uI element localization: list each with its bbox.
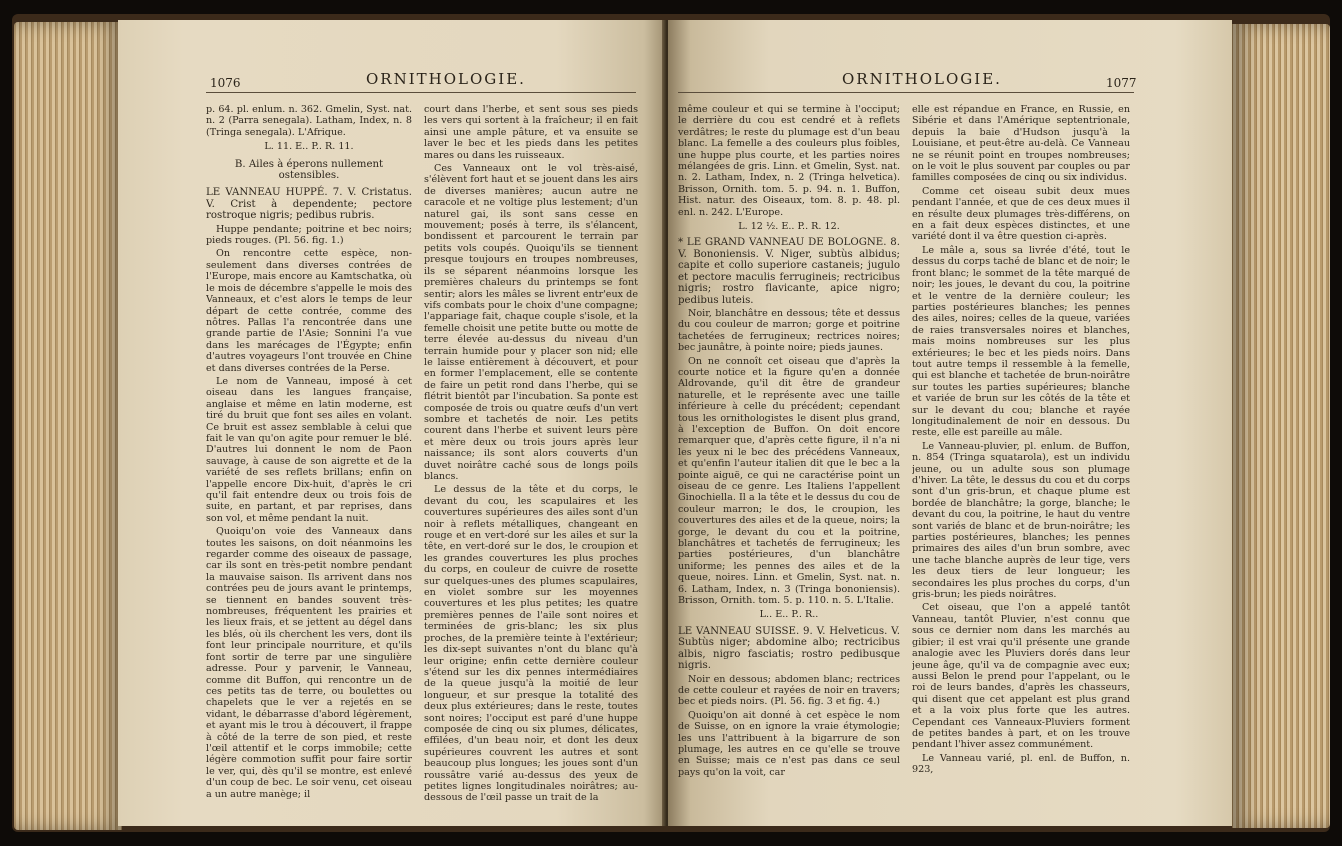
paragraph: elle est répandue en France, en Russie, en Sibérie et dans l'Amérique septentrionale, depuis la baie d'Hudson jusqu'à la Louisiane, et peut-être au-delà. Ce Vanneau ne se réunit point en troupes nombreuses; on le voit le plus souvent par couples ou par familles composées de cinq ou six individus.: [912, 104, 1130, 184]
running-head-left: ORNITHOLOGIE.: [366, 70, 526, 88]
section-heading: B. Ailes à éperons nullement ostensibles.: [234, 158, 384, 182]
paragraph: p. 64. pl. enlum. n. 362. Gmelin, Syst. nat. n. 2 (Parra senegala). Latham, Index, n. 8 (Tringa senegala). L'Afrique.: [206, 104, 412, 138]
right-page-column-2: [912, 104, 1130, 809]
paragraph: court dans l'herbe, et sent sous ses pieds les vers qui sortent à la fraîcheur; il en fait ainsi une ample pâture, et va ensuite se laver le bec et les pieds dans les petites mares ou dans les ruisseaux.: [424, 104, 638, 161]
species-heading: LE VANNEAU HUPPÉ. 7. V. Cristatus. V. Crist à dependente; pectore rostroque nigris; pedibus rubris.: [206, 187, 412, 222]
page-number-right: 1077: [1106, 76, 1137, 90]
paragraph: On ne connoît cet oiseau que d'après la courte notice et la figure qu'en a donnée Aldrovande, qu'il dit être de grandeur naturelle, et le représente avec une taille inférieure à celle du précédent; cependant tous les ornithologistes le disent plus grand, à l'exception de Buffon. On doit encore remarquer que, d'après cette figure, il n'a ni les yeux ni le bec des précédens Vanneaux, et qu'enfin l'auteur italien dit que le bec a la pointe aiguë, ce qui ne caractérise point un oiseau de ce genre. Les Italiens l'appellent Ginochiella. Il a la tête et le dessus du cou de couleur marron; le dos, le croupion, les couvertures des ailes et de la queue, noirs; la gorge, le devant du cou et la poitrine, blanchâtres et tachetés de ferrugineux; les parties postérieures, d'un blanchâtre uniforme; les pennes des ailes et de la queue, noires. Linn. et Gmelin, Syst. nat. n. 6. Latham, Index, n. 3 (Tringa bononiensis). Brisson, Ornith. tom. 5. p. 110. n. 5. L'Italie.: [678, 355, 900, 607]
species-heading: LE VANNEAU SUISSE. 9. V. Helveticus. V. Subtùs niger; abdomine albo; rectricibus albis, nigro fasciatis; rostro pedibusque nigris.: [678, 625, 900, 672]
measure-line: L. 12 ½. E.. P.. R. 12.: [738, 221, 840, 233]
paragraph: même couleur et qui se termine à l'occiput; le derrière du cou est cendré et à reflets verdâtres; le reste du plumage est d'un beau blanc. La femelle a des couleurs plus foibles, une huppe plus courte, et les parties noires mélangées de gris. Linn. et Gmelin, Syst. nat. n. 2. Latham, Index, n. 2 (Tringa helvetica). Brisson, Ornith. tom. 5. p. 94. n. 1. Buffon, Hist. natur. des Oiseaux, tom. 8. p. 48. pl. enl. n. 242. L'Europe.: [678, 104, 900, 218]
paragraph: On rencontre cette espèce, non-seulement dans diverses contrées de l'Europe, mais encore au Kamtschatka, où le mois de décembre s'appelle le mois des Vanneaux, et c'est alors le temps de leur départ de cette contrée, comme des nôtres. Pallas l'a rencontrée dans une grande partie de l'Asie; Sonnini l'a vue dans les marécages de l'Égypte; enfin d'autres voyageurs l'ont trouvée en Chine et dans diverses contrées de la Perse.: [206, 248, 412, 374]
species-heading: * LE GRAND VANNEAU DE BOLOGNE. 8. V. Bononiensis. V. Niger, subtùs albidus; capite et collo superiore castaneis; jugulo et pectore maculis ferrugineis; rectricibus nigris; rostro flavicante, apice nigro; pedibus luteis.: [678, 237, 900, 306]
paragraph: Ces Vanneaux ont le vol très-aisé, s'élèvent fort haut et se jouent dans les airs de diverses manières; aucun autre ne caracole et ne voltige plus lestement; d'un naturel gai, ils sont sans cesse en mouvement; posés à terre, ils s'élancent, bondissent et parcourent le terrain par petits vols coupés. Quoiqu'ils se tiennent presque toujours en troupes nombreuses, ils se séparent néanmoins lorsque les premières chaleurs du printemps se font sentir; alors les mâles se livrent entr'eux de vifs combats pour le choix d'une compagne; l'appariage fait, chaque couple s'isole, et la femelle choisit une petite butte ou motte de terre élevée au-dessus du niveau d'un terrain humide pour y placer son nid; elle le laisse entièrement à découvert, et pour en former l'emplacement, elle se contente de faire un petit rond dans l'herbe, qui se flétrit bientôt par l'incubation. Sa ponte est composée de trois ou quatre œufs d'un vert sombre et tachetés de noir. Les petits courent dans l'herbe et suivent leurs père et mère deux ou trois jours après leur naissance; ils sont alors couverts d'un duvet noirâtre caché sous de longs poils blancs.: [424, 163, 638, 482]
header-rule-left: [206, 92, 636, 93]
running-head-right: ORNITHOLOGIE.: [842, 70, 1002, 88]
left-page: [118, 20, 666, 826]
paragraph: Le Vanneau varié, pl. enl. de Buffon, n. 923,: [912, 752, 1130, 776]
right-page: [668, 20, 1232, 826]
book-edge-right: [1232, 24, 1330, 828]
paragraph: Comme cet oiseau subit deux mues pendant l'année, et que de ces deux mues il en résulte deux plumages très-différens, on en a fait deux espèces distinctes, et une variété dont il va être question ci-après.: [912, 185, 1130, 243]
left-page-column-2: [424, 104, 638, 804]
paragraph: Huppe pendante; poitrine et bec noirs; pieds rouges. (Pl. 56. fig. 1.): [206, 223, 412, 247]
paragraph: Le dessus de la tête et du corps, le devant du cou, les scapulaires et les couvertures supérieures des ailes sont d'un noir à reflets métalliques, changeant en rouge et en vert-doré sur les ailes et sur la tête, en vert-doré sur le dos, le croupion et les grandes couvertures les plus proches du corps, en couleur de cuivre de rosette sur quelques-unes des plumes scapulaires, en violet sombre sur les moyennes couvertures et les plus petites; les quatre premières pennes de l'aile sont noires et terminées de gris-blanc; les six plus proches, de la première teinte à l'extérieur; les dix-sept suivantes n'ont du blanc qu'à leur origine; enfin cette dernière couleur s'étend sur les dix pennes intermédiaires de la queue jusqu'à la moitié de leur longueur, et sur presque la totalité des deux plus extérieures; dans le reste, toutes sont noires; l'occiput est paré d'une huppe composée de cinq ou six plumes, délicates, effilées, d'un beau noir, et dont les deux supérieures couvrent les autres et sont beaucoup plus longues; les joues sont d'un roussâtre varié au-dessus des yeux de petites lignes longitudinales noirâtres; au-dessous de l'œil passe un trait de la: [424, 484, 638, 804]
paragraph: Quoiqu'on voie des Vanneaux dans toutes les saisons, on doit néanmoins les regarder comme des oiseaux de passage, car ils sont en très-petit nombre pendant la mauvaise saison. Ils arrivent dans nos contrées peu de jours avant le printemps, se tiennent en bandes souvent très-nombreuses, fréquentent les prairies et les lieux frais, et se jettent au dégel dans les blés, où ils cherchent les vers, dont ils font leur principale nourriture, et qu'ils font sortir de terre par une singulière adresse. Pour y parvenir, le Vanneau, comme dit Buffon, qui rencontre un de ces petits tas de terre, ou boulettes ou chapelets que le ver a rejetés en se vidant, le débarrasse d'abord légèrement, et ayant mis le trou à découvert, il frappe à côté de la terre de son pied, et reste l'œil attentif et le corps immobile; cette légère commotion suffit pour faire sortir le ver, qui, dès qu'il se montre, est enlevé d'un coup de bec. Le soir venu, cet oiseau a un autre manège; il: [206, 526, 412, 800]
book-edge-left: [14, 22, 122, 830]
paragraph: Noir, blanchâtre en dessous; tête et dessus du cou couleur de marron; gorge et poitrine tachetées de ferrugineux; rectrices noires; bec jaunâtre, à pointe noire; pieds jaunes.: [678, 307, 900, 354]
paragraph: Le nom de Vanneau, imposé à cet oiseau dans les langues française, anglaise et même en latin moderne, est tiré du bruit que font ses ailes en volant. Ce bruit est assez semblable à celui que fait le van qu'on agite pour remuer le blé. D'autres lui donnent le nom de Paon sauvage, à cause de son aigrette et de la variété de ses reflets brillans; enfin on l'appelle encore Dix-huit, d'après le cri qu'il fait entendre deux ou trois fois de suite, en partant, et par reprises, dans son vol, et même pendant la nuit.: [206, 375, 412, 524]
header-rule-right: [678, 92, 1134, 93]
measure-line: L. 11. E.. P.. R. 11.: [264, 141, 354, 153]
paragraph: Quoiqu'on ait donné à cet espèce le nom de Suisse, on en ignore la vraie étymologie; les uns l'attribuent à la bigarrure de son plumage, les autres en ce qu'elle se trouve en Suisse; mais ce n'est pas dans ce seul pays qu'on la voit, car: [678, 709, 900, 778]
right-page-column-1: [678, 104, 900, 809]
paragraph: Le mâle a, sous sa livrée d'été, tout le dessus du corps taché de blanc et de noir; le front blanc; le sommet de la tête marqué de noir; les joues, le devant du cou, la poitrine et le ventre de la dernière couleur; les parties postérieures blanches; les pennes des ailes, noires; celles de la queue, variées de raies transversales noires et blanches, mais moins nombreuses sur les plus extérieures; le bec et les pieds noirs. Dans tout autre temps il ressemble à la femelle, qui est blanche et tachetée de brun-noirâtre sur toutes les parties supérieures; blanche et variée de brun sur les côtés de la tête et sur le devant du cou; blanche et rayée longitudinalement de noir en dessous. Du reste, elle est pareille au mâle.: [912, 244, 1130, 439]
left-page-column-1: [206, 104, 412, 804]
paragraph: Cet oiseau, que l'on a appelé tantôt Vanneau, tantôt Pluvier, n'est connu que sous ce dernier nom dans les marchés au gibier; il est vrai qu'il présente une grande analogie avec les Pluviers dorés dans leur jeune âge, qu'il va de compagnie avec eux; aussi Belon le prend pour l'appelant, ou le roi de leurs bandes, d'après les chasseurs, qui disent que cet appelant est plus grand et a la voix plus forte que les autres. Cependant ces Vanneaux-Pluviers forment de petites bandes à part, et on les trouve pendant l'hiver assez communément.: [912, 602, 1130, 751]
measure-line: L.. E.. P.. R..: [759, 609, 819, 621]
paragraph: Noir en dessous; abdomen blanc; rectrices de cette couleur et rayées de noir en travers; bec et pieds noirs. (Pl. 56. fig. 3 et fig. 4.): [678, 673, 900, 708]
paragraph: Le Vanneau-pluvier, pl. enlum. de Buffon, n. 854 (Tringa squatarola), est un individu jeune, ou un adulte sous son plumage d'hiver. La tête, le dessus du cou et du corps sont d'un gris-brun, et chaque plume est bordée de blanchâtre; la gorge, blanche; le devant du cou, la poitrine, le haut du ventre sont variés de blanc et de brun-noirâtre; les parties postérieures, blanches; les pennes primaires des ailes d'un brun sombre, avec une tache blanche auprès de leur tige, vers les deux tiers de leur longueur; les secondaires les plus proches du corps, d'un gris-brun; les pieds noirâtres.: [912, 440, 1130, 601]
page-number-left: 1076: [210, 76, 241, 90]
